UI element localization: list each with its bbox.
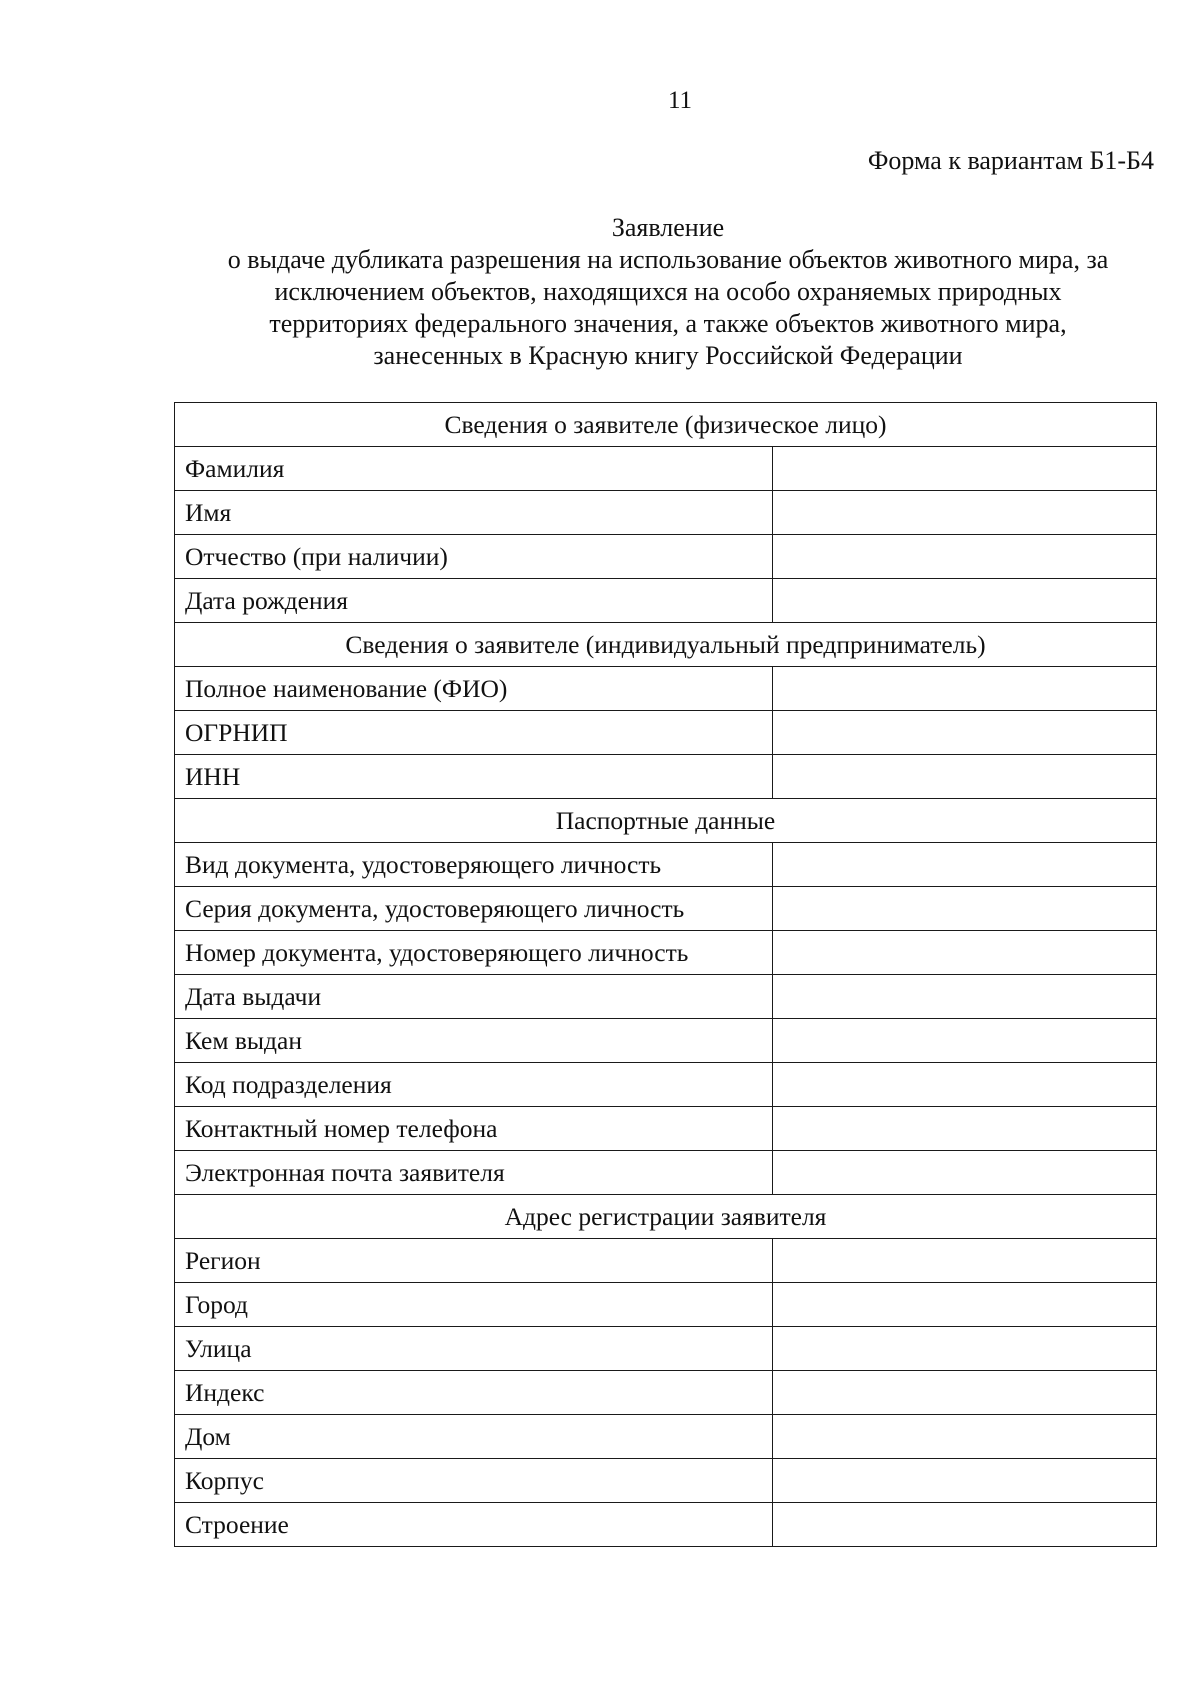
- form-field-row: [175, 711, 1157, 755]
- field-value-cell[interactable]: [773, 447, 1157, 491]
- title-line: о выдаче дубликата разрешения на использование объектов животного мира, за: [227, 245, 1109, 274]
- section-header-row: [175, 1195, 1157, 1239]
- field-value-cell[interactable]: [773, 1107, 1157, 1151]
- form-field-row: [175, 1239, 1157, 1283]
- section-header-row: [175, 799, 1157, 843]
- form-field-row: [175, 1063, 1157, 1107]
- form-field-row: [175, 579, 1157, 623]
- form-field-row: [175, 975, 1157, 1019]
- field-label: Дата рождения: [175, 579, 773, 623]
- field-label: Индекс: [175, 1371, 773, 1415]
- form-field-row: [175, 447, 1157, 491]
- form-field-row: [175, 1459, 1157, 1503]
- field-label: Город: [175, 1283, 773, 1327]
- field-label: Вид документа, удостоверяющего личность: [175, 843, 773, 887]
- field-value-cell[interactable]: [773, 491, 1157, 535]
- field-value-cell[interactable]: [773, 1019, 1157, 1063]
- title-line: территориях федерального значения, а также объектов животного мира,: [269, 309, 1067, 338]
- document-title: [168, 212, 1168, 372]
- form-field-row: [175, 931, 1157, 975]
- field-value-cell[interactable]: [773, 1327, 1157, 1371]
- field-label: Фамилия: [175, 447, 773, 491]
- form-field-row: [175, 491, 1157, 535]
- field-label: Строение: [175, 1503, 773, 1547]
- field-label: Номер документа, удостоверяющего личность: [175, 931, 773, 975]
- form-field-row: [175, 1283, 1157, 1327]
- field-label: Дата выдачи: [175, 975, 773, 1019]
- field-label: Кем выдан: [175, 1019, 773, 1063]
- field-value-cell[interactable]: [773, 1371, 1157, 1415]
- field-label: Электронная почта заявителя: [175, 1151, 773, 1195]
- form-field-row: [175, 887, 1157, 931]
- field-label: Отчество (при наличии): [175, 535, 773, 579]
- form-field-row: [175, 843, 1157, 887]
- field-value-cell[interactable]: [773, 1239, 1157, 1283]
- field-value-cell[interactable]: [773, 843, 1157, 887]
- field-value-cell[interactable]: [773, 667, 1157, 711]
- field-value-cell[interactable]: [773, 711, 1157, 755]
- form-field-row: [175, 755, 1157, 799]
- field-label: ОГРНИП: [175, 711, 773, 755]
- field-label: Серия документа, удостоверяющего личность: [175, 887, 773, 931]
- title-line: занесенных в Красную книгу Российской Федерации: [373, 341, 963, 370]
- page-number: 11: [667, 87, 693, 114]
- field-value-cell[interactable]: [773, 1063, 1157, 1107]
- form-reference: Форма к вариантам Б1-Б4: [867, 146, 1154, 175]
- section-header: Паспортные данные: [175, 799, 1157, 843]
- section-header-row: [175, 403, 1157, 447]
- field-value-cell[interactable]: [773, 975, 1157, 1019]
- form-field-row: [175, 1415, 1157, 1459]
- field-value-cell[interactable]: [773, 755, 1157, 799]
- form-field-row: [175, 667, 1157, 711]
- field-value-cell[interactable]: [773, 579, 1157, 623]
- form-field-row: [175, 1019, 1157, 1063]
- field-value-cell[interactable]: [773, 887, 1157, 931]
- field-value-cell[interactable]: [773, 1459, 1157, 1503]
- field-value-cell[interactable]: [773, 931, 1157, 975]
- field-label: Полное наименование (ФИО): [175, 667, 773, 711]
- title-heading: Заявление: [611, 213, 725, 242]
- form-field-row: [175, 535, 1157, 579]
- field-value-cell[interactable]: [773, 1503, 1157, 1547]
- field-value-cell[interactable]: [773, 1415, 1157, 1459]
- form-field-row: [175, 1327, 1157, 1371]
- form-field-row: [175, 1151, 1157, 1195]
- section-header-row: [175, 623, 1157, 667]
- field-value-cell[interactable]: [773, 535, 1157, 579]
- field-label: Код подразделения: [175, 1063, 773, 1107]
- form-field-row: [175, 1107, 1157, 1151]
- section-header: Сведения о заявителе (индивидуальный предприниматель): [175, 623, 1157, 667]
- form-field-row: [175, 1503, 1157, 1547]
- form-field-row: [175, 1371, 1157, 1415]
- field-value-cell[interactable]: [773, 1151, 1157, 1195]
- field-label: Корпус: [175, 1459, 773, 1503]
- section-header: Сведения о заявителе (физическое лицо): [175, 403, 1157, 447]
- field-label: Дом: [175, 1415, 773, 1459]
- title-line: исключением объектов, находящихся на особо охраняемых природных: [274, 277, 1062, 306]
- field-label: Улица: [175, 1327, 773, 1371]
- field-label: Имя: [175, 491, 773, 535]
- section-header: Адрес регистрации заявителя: [175, 1195, 1157, 1239]
- field-label: Регион: [175, 1239, 773, 1283]
- field-value-cell[interactable]: [773, 1283, 1157, 1327]
- application-form-table: [174, 402, 1157, 1547]
- form-table-body: [175, 403, 1157, 1547]
- field-label: ИНН: [175, 755, 773, 799]
- field-label: Контактный номер телефона: [175, 1107, 773, 1151]
